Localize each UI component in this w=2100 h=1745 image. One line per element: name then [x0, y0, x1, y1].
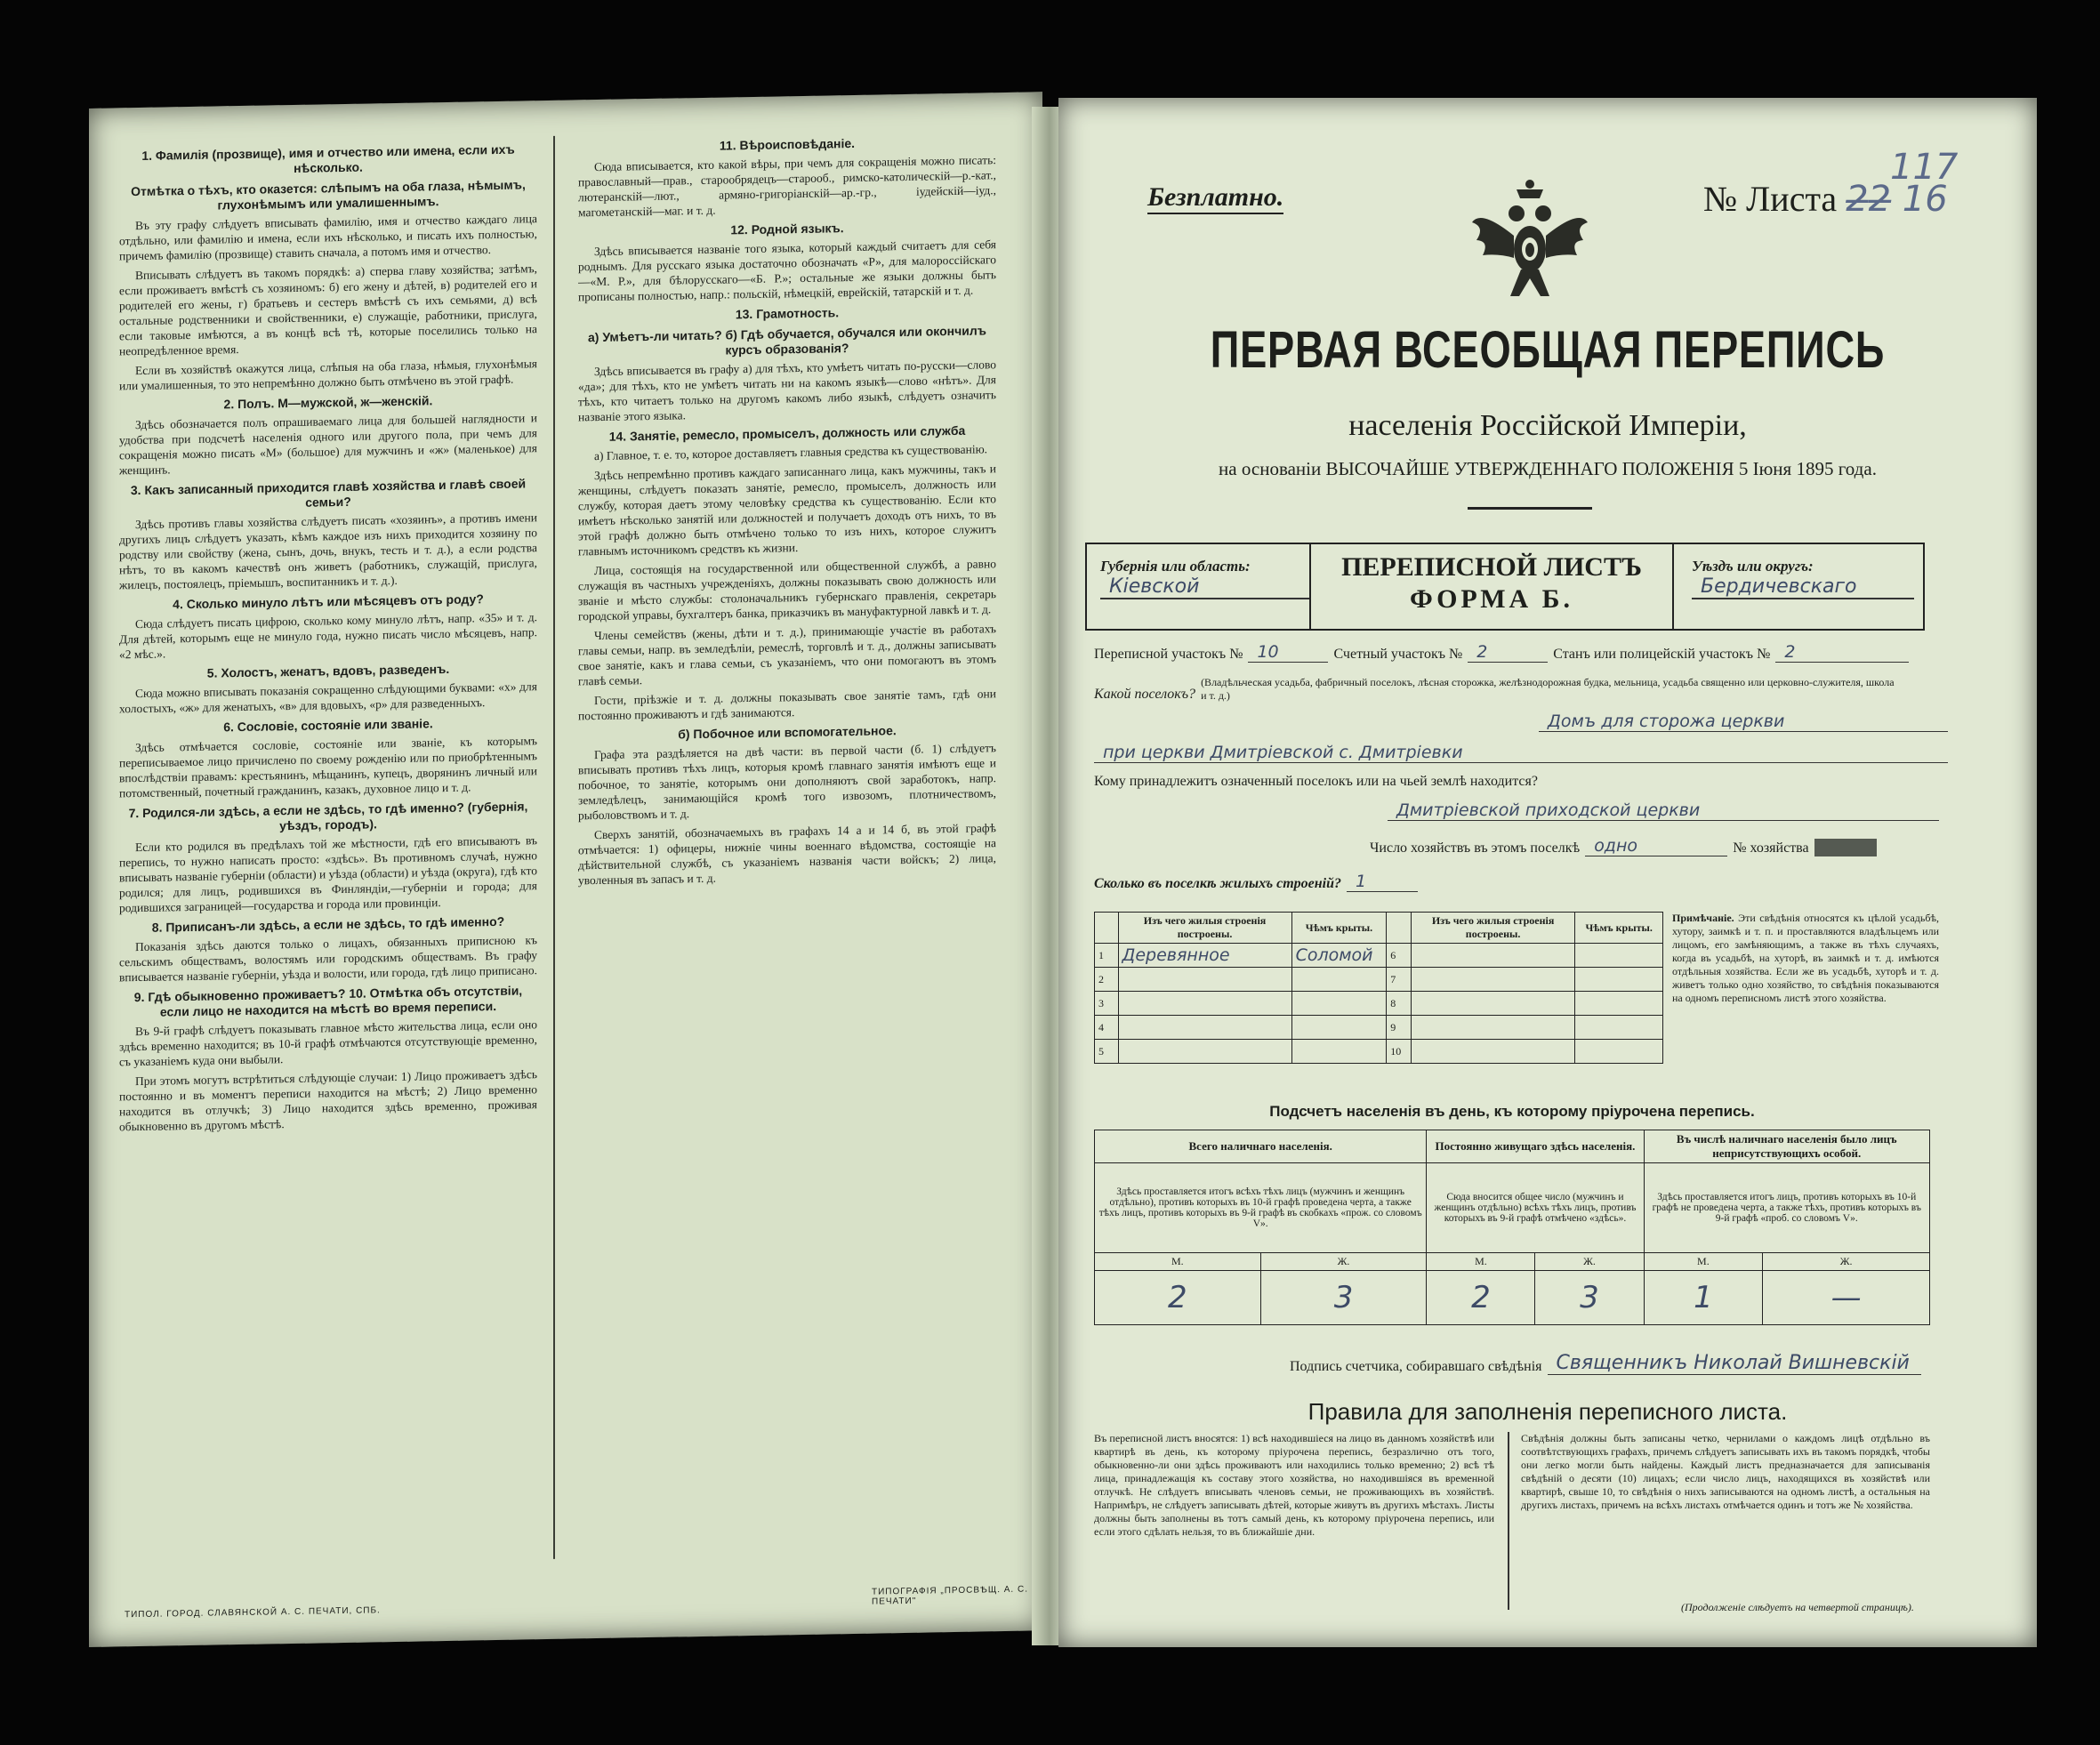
settlement-value-line-2	[1094, 743, 1948, 763]
signature-label: Подпись счетчика, собиравшаго свѣдѣнія	[1290, 1359, 1542, 1374]
paragraph: При этомъ могутъ встрѣтиться слѣдующіе случаи: 1) Лицо проживаетъ здѣсь постоянно и въ моментъ переписи находится на мѣстѣ; 2) Лицо временно находится въ отлучкѣ; 3) Лицо находится здѣсь временно, проживая обыкновенно въ другомъ мѣстѣ.	[119, 1067, 537, 1134]
sex-header: Ж.	[1535, 1253, 1644, 1271]
paragraph: Здѣсь обозначается полъ опрашиваемаго лица для большей наглядности и удобства при подсчетѣ населенія одного или другого пола, при чемъ для сокращенія можно писать «М» (большое) для мужчинъ и «ж» (маленькое) для женщинъ.	[119, 411, 537, 478]
section-heading: 2. Полъ. М—мужской, ж—женскій.	[223, 393, 433, 412]
buildings-label: Сколько въ поселкѣ жилыхъ строеній?	[1094, 876, 1341, 891]
sex-header: Ж.	[1260, 1253, 1427, 1271]
table-cell: 3	[1095, 992, 1119, 1016]
printer-mark-left: ТИПОЛ. ГОРОД. СЛАВЯНСКОЙ А. С. ПЕЧАТИ, СПБ.	[125, 1605, 381, 1620]
table-header-row	[1095, 913, 1663, 944]
section-heading: 3. Какъ записанный приходится главѣ хозяйства и главѣ своей семьи?	[130, 476, 527, 510]
left-column-2	[578, 128, 996, 1558]
section-heading: 13. Грамотность.	[735, 305, 840, 322]
table-cell	[1291, 1040, 1387, 1064]
section-heading: б) Побочное или вспомогательное.	[678, 723, 897, 742]
paragraph: Сюда вписывается, кто какой вѣры, при чемъ для сокращенія можно писать: православный—прав., старообрядецъ—старооб., римско-католическій—р.-кат., лютеранскій—лют., армяно-григоріанскій—ар.-гр., іудейскій—іуд., магометанскій—маг. и т. д.	[578, 153, 996, 220]
count-value: —	[1763, 1271, 1930, 1325]
count-description: Сюда вносится общее число (мужчинъ и женщинъ отдѣльно) всѣхъ тѣхъ лицъ, противъ которыхъ въ 9-й графѣ отмѣчено «здѣсь».	[1427, 1163, 1644, 1253]
paragraph: Сверхъ занятій, обозначаемыхъ въ графахъ 14 а и 14 б, въ этой графѣ отмѣчается: 1) офицеры, нижніе чины военнаго вѣдомства, состоящіе на дѣйствительной службѣ, съ указаніемъ названія части войскъ; 2) лица, уволенныя въ запасъ и т. д.	[578, 821, 996, 888]
settlement-label: Какой поселокъ?	[1094, 687, 1196, 702]
owner-label: Кому принадлежитъ означенный поселокъ или на чьей землѣ находится?	[1094, 774, 1538, 789]
uezd-field	[1692, 558, 1914, 599]
stan-label: Станъ или полицейскій участокъ №	[1553, 647, 1771, 662]
count-header: Въ числѣ наличнаго населенія было лицъ неприсутствующихъ особой.	[1644, 1130, 1929, 1163]
household-no-label: № хозяйства	[1733, 840, 1809, 856]
population-count-table	[1094, 1130, 1930, 1325]
paragraph: Въ эту графу слѣдуетъ вписывать фамилію, имя и отчество каждаго лица отдѣльно, или фамилію и имена, если ихъ нѣсколько, и писать ихъ полностью, причемъ фамилію (прозвище) ставить сначала, а потомъ имя и отчество.	[119, 212, 537, 263]
column-header	[1095, 913, 1119, 944]
table-cell: 2	[1095, 968, 1119, 992]
gubernia-value: Кіевской	[1100, 575, 1309, 599]
table-cell	[1411, 992, 1575, 1016]
table-cell: 10	[1387, 1040, 1412, 1064]
section-heading: 9. Гдѣ обыкновенно проживаетъ? 10. Отмѣтка объ отсутствіи, если лицо не находится на мѣстѣ во время переписи.	[133, 983, 523, 1019]
count-header: Постоянно живущаго здѣсь населенія.	[1427, 1130, 1644, 1163]
paragraph: Сюда можно вписывать показанія сокращенно слѣдующими буквами: «х» для холостыхъ, «ж» для женатыхъ, «в» для вдовыхъ, «р» для разведенныхъ.	[119, 680, 537, 716]
count-header-row	[1095, 1130, 1930, 1163]
table-cell	[1575, 1040, 1663, 1064]
column-header: Изъ чего жилыя строенія построены.	[1118, 913, 1291, 944]
section-heading: 11. Вѣроисповѣданіе.	[719, 135, 856, 153]
section-heading: 4. Сколько минуло лѣтъ или мѣсяцевъ отъ роду?	[173, 591, 484, 612]
count-desc-row	[1095, 1163, 1930, 1253]
table-cell	[1118, 1016, 1291, 1040]
rules-column-1: Въ переписной листъ вносятся: 1) всѣ находившіеся на лицо въ данномъ хозяйствѣ или квартирѣ въ день, къ которому пріурочена перепись, безразлично отъ того, обыкновенно-ли они здѣсь проживаютъ или находились только временно; 2) всѣ тѣ лица, принадлежащія къ составу этого хозяйства, но находившіяся въ временной отлучкѣ. Не слѣдуетъ вписывать членовъ семьи, не проживающихъ въ хозяйствѣ. Напримѣръ, не слѣдуетъ записывать дѣтей, которые живутъ въ другихъ мѣстахъ. Листы должны быть заполнены въ тотъ самый день, къ которому пріурочена перепись, или если этого сдѣлать нельзя, то въ ближайшіе дни.	[1094, 1432, 1494, 1538]
sheet-number-value: 2̶2̶ 16	[1846, 179, 1948, 220]
section-heading: 6. Сословіе, состояніе или званіе.	[223, 716, 433, 735]
table-cell	[1411, 944, 1575, 968]
table-cell: 4	[1095, 1016, 1119, 1040]
uezd-label: Уѣздъ или округъ:	[1692, 558, 1814, 575]
uezd-value: Бердичевскаго	[1692, 575, 1914, 599]
table-cell	[1291, 1016, 1387, 1040]
signature-value: Священникъ Николай Вишневскій	[1548, 1352, 1921, 1375]
count-value: 3	[1260, 1271, 1427, 1325]
sex-header: Ж.	[1763, 1253, 1930, 1271]
section-heading: Отмѣтка о тѣхъ, кто оказется: слѣпымъ на оба глаза, нѣмымъ, глухонѣмымъ или умалишеннымъ.	[131, 177, 526, 213]
table-cell	[1118, 992, 1291, 1016]
gubernia-label: Губернія или область:	[1100, 558, 1251, 575]
section-heading: 14. Занятіе, ремесло, промыселъ, должность или служба	[608, 422, 966, 444]
count-value: 2	[1427, 1271, 1535, 1325]
table-row	[1095, 1016, 1663, 1040]
rules-continue-note: (Продолженіе слѣдуетъ на четвертой страницѣ).	[1681, 1601, 1914, 1613]
paragraph: Вписывать слѣдуетъ въ такомъ порядкѣ: а) сперва главу хозяйства; затѣмъ, если проживаетъ вмѣстѣ съ хозяиномъ: б) его жену и дѣтей, в) родителей его и родителей его жены, г) братьевъ и сестеръ вмѣстѣ съ ихъ семьями, д) всѣ остальные родственники и свойственники, е) служащіе, работники, прислуга, если таковые имѣются, а въ концѣ всѣ тѣ, которые поселились только на неопредѣленное время.	[119, 261, 537, 358]
count-description: Здѣсь проставляется итогъ всѣхъ тѣхъ лицъ (мужчинъ и женщинъ отдѣльно), противъ которыхъ въ 10-й графѣ проведена черта, а также тѣхъ лицъ, противъ которыхъ въ 9-й графѣ въ скобкахъ «прож. со словомъ V».	[1095, 1163, 1427, 1253]
stan-value: 2	[1775, 642, 1909, 663]
count-values-row	[1095, 1271, 1930, 1325]
owner-value-line	[1094, 800, 1948, 821]
count-description: Здѣсь проставляется итогъ лицъ, противъ которыхъ въ 10-й графѣ не проведена черта, а также тѣхъ, противъ которыхъ въ 9-й графѣ «проб. со словомъ V».	[1644, 1163, 1929, 1253]
sex-header-row	[1095, 1253, 1930, 1271]
count-header: Всего наличнаго населенія.	[1095, 1130, 1427, 1163]
table-cell	[1411, 1040, 1575, 1064]
sex-header: М.	[1427, 1253, 1535, 1271]
count-value: 2	[1095, 1271, 1261, 1325]
table-cell	[1118, 968, 1291, 992]
column-divider	[553, 136, 555, 1559]
note-title: Примѣчаніе.	[1672, 912, 1734, 924]
table-cell	[1575, 992, 1663, 1016]
paragraph: Гости, пріѣзжіе и т. д. должны показывать свое занятіе тамъ, гдѣ они постоянно проживаютъ и гдѣ занимаются.	[578, 687, 996, 723]
section-heading: а) Умѣетъ-ли читать? б) Гдѣ обучается, обучался или окончилъ курсъ образованія?	[588, 323, 986, 358]
count-value: 3	[1535, 1271, 1644, 1325]
paragraph: Здѣсь отмѣчается сословіе, состояніе или званіе, къ которымъ переписываемое лицо причислено по своему рожденію или по приобрѣтеннымъ впослѣдствіи правамъ: крестьянинъ, мѣщанинъ, купецъ, дворянинъ личный или потомственный, почетный гражданинъ, казакъ, духовное лицо и т. д.	[119, 734, 537, 800]
section-heading: 7. Родился-ли здѣсь, а если не здѣсь, то гдѣ именно? (губернія, уѣздъ, городъ).	[128, 799, 528, 833]
table-row	[1095, 968, 1663, 992]
paragraph: Здѣсь вписывается названіе того языка, который каждый считаетъ для себя роднымъ. Для русскаго языка достаточно обозначать «Р», для малороссійскаго—«М. Р.», для бѣлорусскаго—«Б. Р.»; остальные же языки должны быть прописаны полностью, напр.: польскій, нѣмецкій, еврейскій, татарскій и т. д.	[578, 237, 996, 304]
buildings-line	[1094, 872, 1539, 892]
sex-header: М.	[1095, 1253, 1261, 1271]
rules-divider	[1508, 1432, 1509, 1610]
table-cell: Деревянное	[1118, 944, 1291, 968]
column-header: Чѣмъ крыты.	[1575, 913, 1663, 944]
households-label: Число хозяйствъ въ этомъ поселкѣ	[1370, 840, 1581, 856]
rules-column-2: Свѣдѣнія должны быть записаны четко, чернилами о каждомъ лицѣ отдѣльно въ соотвѣтствующихъ графахъ, причемъ слѣдуетъ записывать ихъ въ такомъ порядкѣ, чтобы они легко могли быть найдены. Каждый листъ предназначается для записыванія свѣдѣній о десяти (10) лицахъ; если число лицъ, находящихся въ хозяйствѣ или квартирѣ, свыше 10, то свѣдѣнія о нихъ записываются на одномъ листѣ, а остальныя на другихъ листахъ, причемъ на всѣхъ листахъ отмѣчается одинъ и тотъ же № хозяйства.	[1521, 1432, 1930, 1511]
census-title: ПЕРВАЯ ВСЕОБЩАЯ ПЕРЕПИСЬ	[1210, 321, 1886, 379]
settlement-value-2: при церкви Дмитріевской с. Дмитріевки	[1094, 743, 1948, 763]
table-cell: Соломой	[1291, 944, 1387, 968]
note-text: Эти свѣдѣнія относятся къ цѣлой усадьбѣ, хутору, заимкѣ и т. п. и проставляются владѣльцемъ или лицомъ, его замѣняющимъ, а также въ тѣхъ случаяхъ, когда въ усадьбѣ, на хуторѣ, въ заимкѣ и т. д. имѣются отдѣльныя хозяйства. Если же въ усадьбѣ, хуторѣ и т. д. живетъ только одно хозяйство, то свѣдѣнія показываются на одномъ переписномъ листѣ этого хозяйства.	[1672, 912, 1939, 1004]
buildings-table	[1094, 912, 1663, 1064]
section-heading: 1. Фамилія (прозвище), имя и отчество или имена, если ихъ нѣсколько.	[141, 141, 515, 175]
table-cell: 5	[1095, 1040, 1119, 1064]
table-cell	[1575, 968, 1663, 992]
table-cell	[1411, 1016, 1575, 1040]
rules-title: Правила для заполненія переписного листа.	[1307, 1398, 1788, 1425]
count-value: 1	[1644, 1271, 1763, 1325]
sex-header: М.	[1644, 1253, 1763, 1271]
section-heading: 12. Родной языкъ.	[730, 221, 844, 237]
buildings-value: 1	[1347, 872, 1418, 892]
paragraph: Здѣсь вписывается въ графу а) для тѣхъ, кто умѣетъ читать по-русски—слово «да»; для тѣхъ, кто не умѣетъ читать ни на какомъ языкѣ—слово «нѣтъ». Для тѣхъ, кто читаетъ только на другомъ какомъ либо языкѣ, слѣдуетъ означить названіе этого языка.	[578, 358, 996, 424]
printer-mark-right: ТИПОГРАФІЯ „ПРОСВѢЩ. А. С. ПЕЧАТИ"	[872, 1584, 1028, 1607]
archive-number: 117	[1890, 147, 1959, 188]
settlement-line	[1094, 676, 1948, 703]
table-cell: 8	[1387, 992, 1412, 1016]
gubernia-field	[1100, 558, 1309, 611]
table-cell: 7	[1387, 968, 1412, 992]
paragraph: Сюда слѣдуетъ писать цифрою, сколько кому минуло лѣтъ, напр. «35» и т. д. Для дѣтей, которымъ еще не минуло года, нужно писать число мѣсяцевъ, напр. «2 мѣс.».	[119, 610, 537, 662]
paragraph: Члены семействъ (жены, дѣти и т. д.), принимающіе участіе въ работахъ главы семьи, напр. въ земледѣліи, ремеслѣ, торговлѣ и т. д., должны записывать свое занятіе, какъ и глава семьи, съ указаніемъ, что они помогаютъ въ этомъ главѣ семьи.	[578, 622, 996, 688]
table-row	[1095, 1040, 1663, 1064]
paragraph: Показанія здѣсь даются только о лицахъ, обязанныхъ приписною къ сельскимъ обществамъ, волостямъ или городскимъ обществамъ. Въ графу вписывается названіе губерніи, уѣзда и волости, или города, гдѣ лицо приписано.	[119, 933, 537, 985]
paragraph: Если въ хозяйствѣ окажутся лица, слѣпыя на оба глаза, нѣмыя, глухонѣмыя или умалишенныя, то это непремѣнно должно быть отмѣчено въ этой графѣ.	[119, 357, 537, 393]
table-cell: 1	[1095, 944, 1119, 968]
schetny-label: Счетный участокъ №	[1333, 647, 1463, 662]
imperial-eagle-emblem	[1463, 173, 1597, 307]
district-line	[1094, 642, 1930, 663]
census-subtitle: населенія Россійской Имперіи,	[1348, 409, 1747, 442]
free-label: Безплатно.	[1147, 182, 1283, 214]
paragraph: Графа эта раздѣляется на двѣ части: въ первой части (б. 1) слѣдуетъ вписывать противъ тѣхъ лицъ, которыя кромѣ главнаго занятія имѣютъ еще и побочное, то занятіе, которымъ они дополняютъ свой заработокъ, напр. земледѣлецъ, занимающійся кромѣ того извозомъ, плотничествомъ, рыболовствомъ и т. д.	[578, 741, 996, 823]
section-heading: 8. Приписанъ-ли здѣсь, а если не здѣсь, то гдѣ именно?	[151, 913, 505, 935]
sheet-number-label: № Листа	[1703, 179, 1838, 219]
table-cell	[1118, 1040, 1291, 1064]
settlement-value-line-1	[1094, 712, 1948, 732]
table-cell	[1411, 968, 1575, 992]
paragraph: Здѣсь противъ главы хозяйства слѣдуетъ писать «хозяинъ», а противъ имени другихъ лицъ слѣдуетъ указать, кѣмъ каждое изъ нихъ приходится хозяину по родству или свойству (жена, сынъ, дочь, внукъ, тесть и т. д.), а если родства нѣтъ, то въ какомъ качествѣ онъ живетъ (работникъ, служащій, прислуга, жилецъ, постоялецъ, пріемышъ, воспитанникъ и т. д.).	[119, 511, 537, 592]
column-header	[1387, 913, 1412, 944]
paragraph: Если кто родился въ предѣлахъ той же мѣстности, гдѣ его вписываютъ въ перепись, то нужно написать просто: «здѣсь». Въ противномъ случаѣ, нужно вписывать названіе губерніи (области) и уѣзда (области) и уѣзда (округа), гдѣ кто родился; для лицъ, родившихся въ Финляндіи,—губерніи и города; для родившихся заграницей—государства и города или провинціи.	[119, 833, 537, 915]
table-cell	[1291, 968, 1387, 992]
owner-value: Дмитріевской приходской церкви	[1388, 800, 1939, 821]
buildings-note	[1672, 912, 1939, 1005]
column-header: Изъ чего жилыя строенія построены.	[1411, 913, 1575, 944]
left-page	[89, 92, 1042, 1647]
household-no-redaction	[1814, 839, 1877, 856]
schetny-value: 2	[1468, 642, 1548, 663]
owner-line	[1094, 774, 1948, 790]
perepisnoy-value: 10	[1248, 642, 1328, 663]
title-divider	[1468, 507, 1592, 510]
paragraph: Здѣсь непремѣнно противъ каждаго записаннаго лица, какъ мужчины, такъ и женщины, слѣдуетъ показать занятіе, ремесло, промыселъ, должность или службу, которая даетъ этому человѣку средства къ существованію. Если кто имѣетъ нѣсколько занятій или должностей и получаетъ доходъ отъ нихъ, то въ этой графѣ должно быть отмѣчено только то изъ нихъ, которое служитъ главнымъ источникомъ средствъ къ жизни.	[578, 462, 996, 559]
sheet-number	[1703, 178, 1948, 220]
settlement-hint: (Владѣльческая усадьба, фабричный поселокъ, лѣсная сторожка, желѣзнодорожная будка, мельница, усадьба священно или церковно-служителя, школа и т. д.)	[1201, 676, 1895, 702]
left-column-1	[119, 136, 537, 1566]
households-line	[1370, 836, 1939, 856]
form-title-line-1: ПЕРЕПИСНОЙ ЛИСТЪ	[1341, 552, 1642, 582]
form-title	[1309, 544, 1674, 629]
census-decree-line: на основаніи ВЫСОЧАЙШЕ УТВЕРЖДЕННАГО ПОЛОЖЕНІЯ 5 Іюня 1895 года.	[1219, 458, 1877, 479]
table-cell: 9	[1387, 1016, 1412, 1040]
table-cell	[1575, 944, 1663, 968]
paragraph: Лица, состоящія на государственной или общественной службѣ, а равно служащія въ частныхъ учрежденіяхъ, должны показывать свою должность или званіе и мѣсто службы: столоначальникъ губернскаго правленія, секретарь городской управы, бухгалтеръ банка, приказчикъ въ мануфактурной лавкѣ и т. д.	[578, 557, 996, 623]
table-cell	[1575, 1016, 1663, 1040]
paragraph: Въ 9-й графѣ слѣдуетъ показывать главное мѣсто жительства лица, если оно здѣсь временно находится; въ 10-й графѣ отмѣчаются отсутствующіе временно, съ указаніемъ куда они выбыли.	[119, 1017, 537, 1069]
section-heading: 5. Холостъ, женатъ, вдовъ, разведенъ.	[206, 661, 450, 680]
table-cell: 6	[1387, 944, 1412, 968]
form-title-line-2: ФОРМА Б.	[1409, 584, 1574, 614]
perepisnoy-label: Переписной участокъ №	[1094, 647, 1243, 662]
form-header-box	[1085, 543, 1925, 631]
table-row	[1095, 944, 1663, 968]
settlement-value-1: Домъ для сторожа церкви	[1539, 712, 1948, 732]
column-header: Чѣмъ крыты.	[1291, 913, 1387, 944]
right-page	[1058, 98, 2037, 1647]
signature-line	[1290, 1352, 1983, 1375]
count-title: Подсчетъ населенія въ день, къ которому пріурочена перепись.	[1269, 1103, 1755, 1120]
households-value: одно	[1585, 836, 1727, 856]
table-cell	[1291, 992, 1387, 1016]
paragraph: а) Главное, т. е. то, которое доставляетъ главныя средства къ существованію.	[594, 442, 988, 463]
table-row	[1095, 992, 1663, 1016]
